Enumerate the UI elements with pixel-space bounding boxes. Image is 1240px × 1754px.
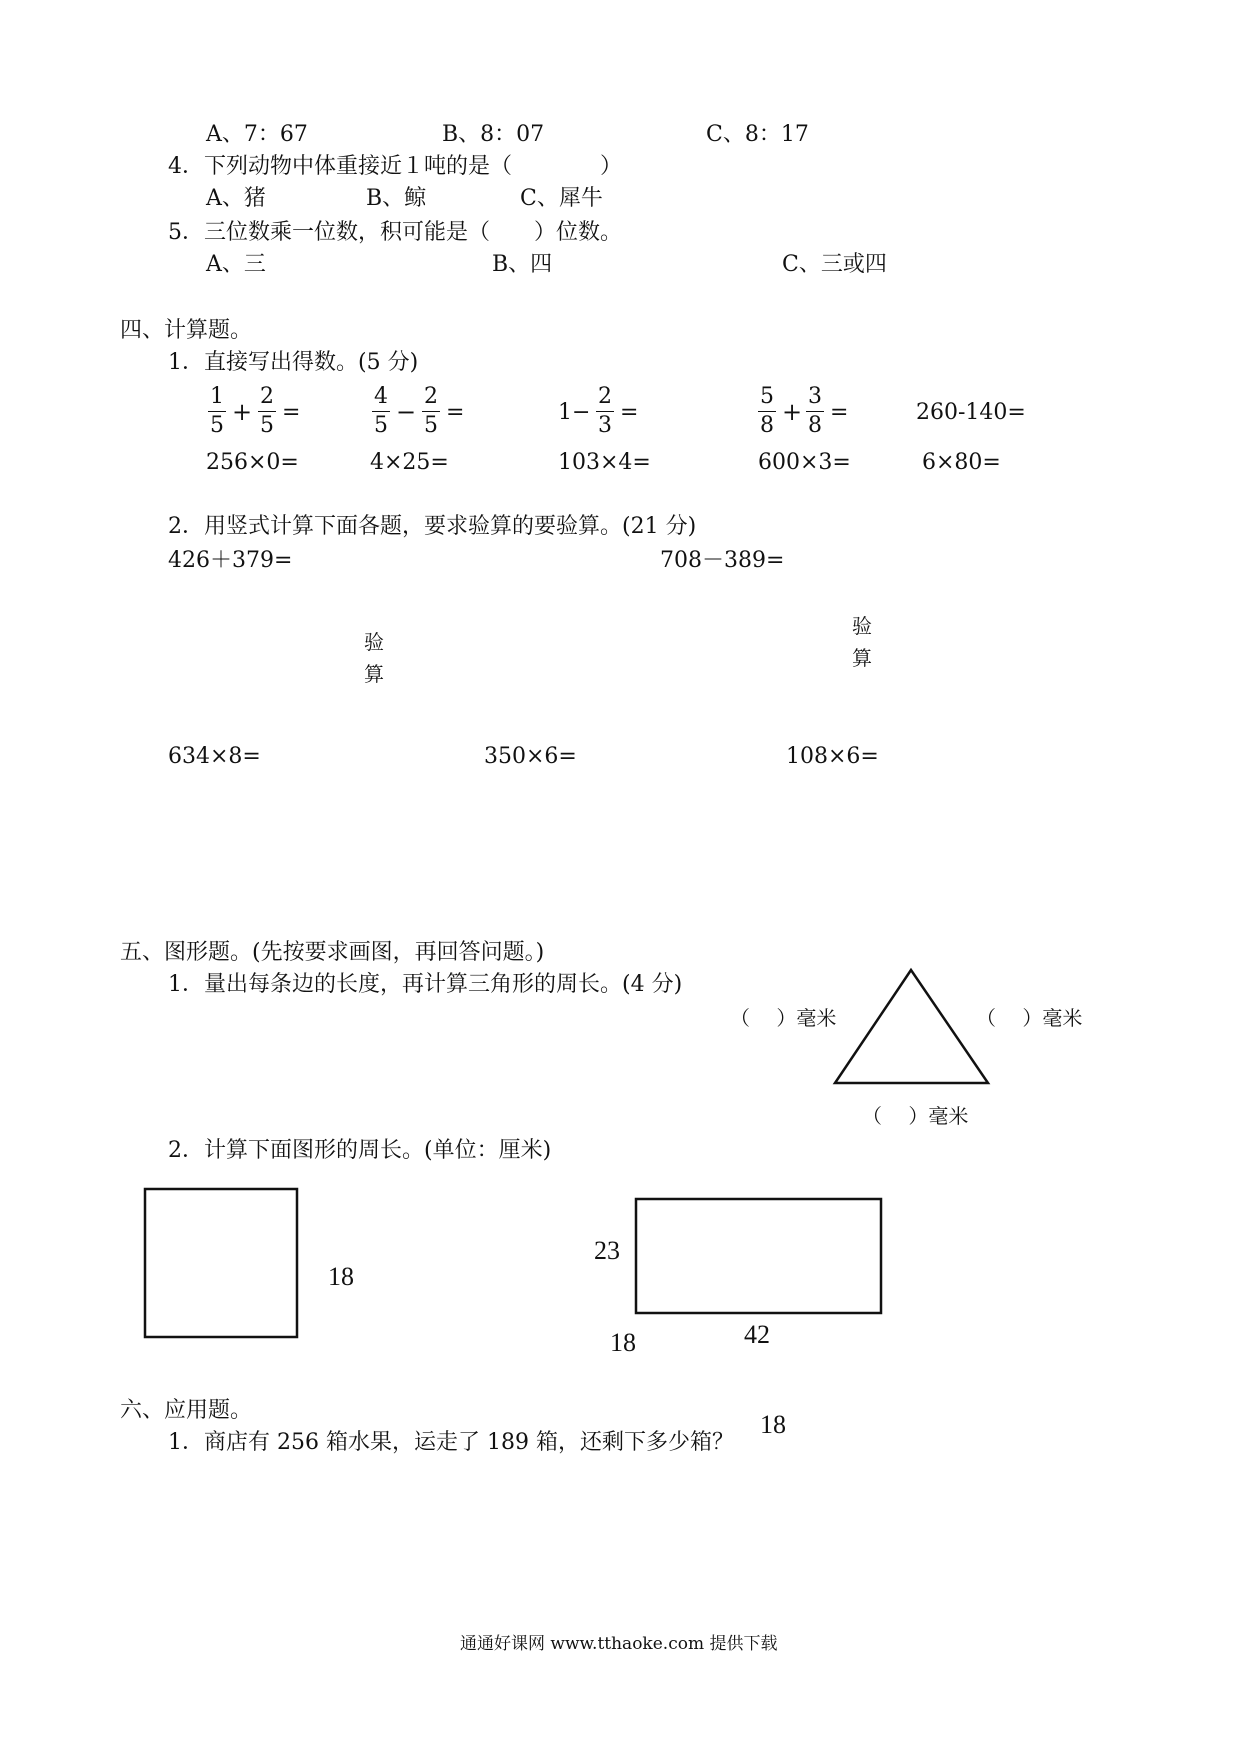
q3-option-b: B、8：07: [442, 122, 545, 147]
q3-option-a: A、7：67: [206, 122, 308, 147]
fraction: $\frac{2}{3}$: [598, 384, 612, 438]
triangle-right-label: （ ）毫米: [976, 1006, 1083, 1030]
section4-q1-title: 1．直接写出得数。(5 分): [168, 350, 419, 375]
footer: 通通好课网 www.tthaoke.com 提供下载: [460, 1634, 778, 1654]
problem: 708－389=: [660, 548, 785, 573]
expression: 6×80=: [922, 450, 1001, 475]
section5-q2-title: 2．计算下面图形的周长。(单位：厘米): [168, 1138, 552, 1163]
section5-q1-title: 1．量出每条边的长度，再计算三角形的周长。(4 分): [168, 972, 683, 997]
fraction: $\frac{5}{8}$: [760, 384, 774, 438]
problem: 634×8=: [168, 744, 261, 769]
fraction: $\frac{4}{5}$: [374, 384, 388, 438]
expression: 260-140=: [916, 400, 1026, 425]
section4-q2-title: 2．用竖式计算下面各题，要求验算的要验算。(21 分): [168, 514, 697, 539]
q5-text: 5．三位数乘一位数，积可能是（ ）位数。: [168, 220, 622, 245]
operator: +: [232, 398, 253, 426]
square: [145, 1189, 297, 1337]
section6-title: 六、应用题。: [120, 1398, 253, 1423]
check-label: 验 算: [364, 630, 384, 686]
operator: +: [782, 398, 803, 426]
problem: 350×6=: [484, 744, 577, 769]
q4-text: 4．下列动物中体重接近１吨的是（ ）: [168, 154, 622, 179]
section5-title: 五、图形题。(先按要求画图，再回答问题。): [120, 940, 545, 965]
equals: =: [282, 400, 301, 425]
q5-option-a: A、三: [206, 252, 266, 277]
triangle: [835, 970, 988, 1083]
triangle-left-label: （ ）毫米: [730, 1006, 837, 1030]
rect-width-label: 42: [744, 1320, 770, 1349]
q5-option-c: C、三或四: [782, 252, 887, 277]
expression: 103×4=: [558, 450, 651, 475]
equals: =: [830, 400, 849, 425]
check-label: 验 算: [852, 614, 872, 670]
fraction: $\frac{2}{5}$: [424, 384, 438, 438]
problem: 108×6=: [786, 744, 879, 769]
section6-q1: 1．商店有 256 箱水果，运走了 189 箱，还剩下多少箱？: [168, 1430, 734, 1455]
fraction: $\frac{2}{5}$: [260, 384, 274, 438]
rectangle: [636, 1199, 881, 1313]
fraction: $\frac{3}{8}$: [808, 384, 822, 438]
q5-option-b: B、四: [492, 252, 553, 277]
triangle-bottom-label: （ ）毫米: [862, 1104, 969, 1128]
whole-minus: 1−: [558, 400, 591, 425]
fraction: $\frac{1}{5}$: [210, 384, 224, 438]
operator: −: [396, 398, 417, 426]
equals: =: [620, 400, 639, 425]
square-side-label: 18: [328, 1262, 354, 1291]
q4-option-a: A、猪: [206, 186, 266, 211]
rect-left-label: 18: [610, 1328, 636, 1357]
q4-option-b: B、鲸: [366, 186, 427, 211]
expression: 600×3=: [758, 450, 851, 475]
problem: 426＋379=: [168, 548, 293, 573]
expression: 256×0=: [206, 450, 299, 475]
q4-option-c: C、犀牛: [520, 186, 603, 211]
expression: 4×25=: [370, 450, 449, 475]
stray-number: 18: [760, 1410, 786, 1439]
q3-option-c: C、8：17: [706, 122, 809, 147]
equals: =: [446, 400, 465, 425]
section4-title: 四、计算题。: [120, 318, 253, 343]
rect-height-label: 23: [594, 1236, 620, 1265]
